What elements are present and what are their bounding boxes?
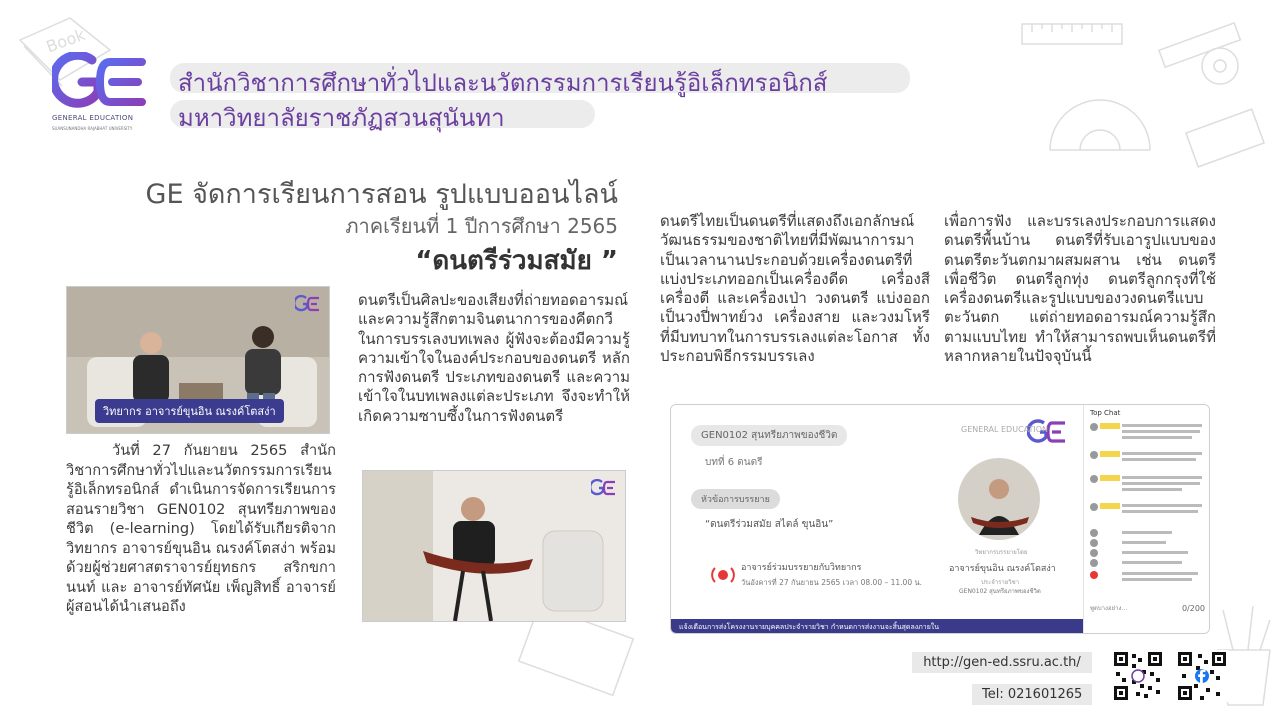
live-chat-panel — [1083, 405, 1210, 634]
paragraph-col4: เพื่อการฟัง และบรรเลงประกอบการแสดง ดนตรีพื้นบ้าน ดนตรีที่รับเอารูปแบบของดนตรีตะวันตกมาผสมผสาน เช่น ดนตรีเพื่อชีวิต ดนตรีลูกทุ่ง ดนตรีลูกกรุงที่ใช้เครื่องดนตรีและรูปแบบของวงดนตรีแบบตะวันตก แต่ถ่ายทอดอารมณ์ความรู้สึกตามแบบไทย ทำให้สามารถพบเห็นดนตรีที่หลากหลายในปัจจุบันนี้ — [944, 212, 1216, 366]
footer-url[interactable]: http://gen-ed.ssru.ac.th/ — [912, 652, 1092, 673]
qr-code-facebook-icon[interactable] — [1176, 650, 1228, 702]
speaker-avatar — [957, 457, 1041, 541]
logo-text: GENERAL EDUCATION — [52, 114, 134, 122]
eraser-doodle — [1180, 100, 1280, 180]
slide-logo-text: GENERAL EDUCATION — [961, 425, 1049, 434]
slide-speaker-role: วิทยากรบรรยายโดย — [975, 549, 1028, 556]
live-slide — [671, 405, 1083, 634]
svg-text:Book: Book — [43, 24, 88, 57]
photo-performer — [362, 470, 626, 622]
live-icon — [709, 565, 737, 585]
slide-course-pill: GEN0102 สุนทรียภาพของชีวิต — [691, 425, 847, 446]
performer-image — [363, 471, 626, 622]
ge-logo — [52, 52, 152, 138]
paragraph-col3: ดนตรีไทยเป็นดนตรีที่แสดงถึงเอกลักษณ์วัฒนธรรมของชาติไทยที่มีพัฒนาการมาเป็นเวลานานประกอบด้วยเครื่องดนตรีที่แบ่งประเภทออกเป็นเครื่องดีด เครื่องสี เครื่องตี และเครื่องเป่า วงดนตรี แบ่งออกเป็นวงปี่พาทย์วง เครื่องสาย และวงมโหรี ที่มีบทบาทในการบรรเลงแต่ละโอกาส ทั้งประกอบพิธีกรรมบรรเลง — [660, 212, 930, 366]
slide-topic-label: หัวข้อการบรรยาย — [691, 489, 780, 509]
slide-ribbon: แจ้งเตือนการส่งโครงงานรายบุคคลประจำรายวิชา กำหนดการส่งงานจะสิ้นสุดลงภายใน — [671, 619, 1083, 634]
slide-live-time: วันอังคารที่ 27 กันยายน 2565 เวลา 08.00 – 11.00 น. — [741, 578, 922, 587]
ge-badge-icon — [295, 295, 321, 313]
article-title: GE จัดการเรียนการสอน รูปแบบออนไลน์ — [145, 179, 618, 210]
chat-message — [1090, 503, 1206, 529]
photo-speakers — [66, 286, 330, 434]
protractor-doodle — [1040, 70, 1160, 160]
qr-code-website-icon[interactable] — [1112, 650, 1164, 702]
ge-logo-icon — [52, 52, 148, 112]
footer-tel: Tel: 021601265 — [972, 684, 1092, 705]
chat-input[interactable]: พูดบางอย่าง... — [1090, 605, 1128, 612]
slide-course-role: ประจำรายวิชา — [981, 579, 1020, 586]
paragraph-col2: ดนตรีเป็นศิลปะของเสียงที่ถ่ายทอดอารมณ์และความรู้สึกตามจินตนาการของคีตกวี ในการบรรเลงบทเพลง ผู้ฟังจะต้องมีความรู้ความเข้าใจในองค์ประกอบของดนตรี หลักการฟังดนตรี ประเภทของดนตรี และความเข้าใจในบทเพลงแต่ละประเภท จึงจะทำให้เกิดความซาบซึ้งในการฟังดนตรี — [358, 291, 630, 425]
header-line-1: สำนักวิชาการศึกษาทั่วไปและนวัตกรรมการเรียนรู้อิเล็กทรอนิกส์ — [178, 69, 828, 97]
chat-message — [1090, 571, 1206, 597]
slide-course-short: GEN0102 สุนทรียภาพของชีวิต — [959, 588, 1041, 595]
header-line-2: มหาวิทยาลัยราชภัฏสวนสุนันทา — [178, 104, 505, 132]
ruler-doodle — [1020, 14, 1130, 54]
chat-char-count: 0/200 — [1181, 604, 1205, 613]
paragraph-col1: วันที่ 27 กันยายน 2565 สำนักวิชาการศึกษาทั่วไปและนวัตกรรมการเรียนรู้อิเล็กทรอนิกส์ ดำเนินการจัดการเรียนการสอนรายวิชา GEN0102 สุนทรียภาพของชีวิต (e-learning) โดยได้รับเกียรติจาก วิทยากร อาจารย์ขุนอิน ณรงค์โตสง่า พร้อมด้วยผู้ช่วยศาสตราจารย์ยุทธกร สริกขกานนท์ และ อาจารย์ทัศนัย เพ็ญสิทธิ์ อาจารย์ผู้สอนได้นำเสนอถึง — [66, 442, 336, 615]
chat-message — [1090, 451, 1206, 477]
chat-title: Top Chat — [1090, 409, 1121, 417]
photo-caption: วิทยากร อาจารย์ขุนอิน ณรงค์โตสง่า — [95, 399, 284, 423]
live-stream-screenshot — [670, 404, 1210, 634]
logo-subtext: SUANSUNANDHA RAJABHAT UNIVERSITY — [52, 126, 133, 131]
chat-message — [1090, 423, 1206, 449]
slide-speaker-name: อาจารย์ขุนอิน ณรงค์โตสง่า — [949, 564, 1056, 574]
slide-chapter: บทที่ 6 ดนตรี — [705, 457, 763, 468]
article-quote: “ดนตรีร่วมสมัย ” — [415, 246, 618, 276]
ge-badge-icon — [591, 479, 617, 497]
chat-message — [1090, 475, 1206, 501]
article-subtitle: ภาคเรียนที่ 1 ปีการศึกษา 2565 — [345, 214, 618, 238]
slide-topic: “ดนตรีร่วมสมัย สไตล์ ขุนอิน” — [705, 519, 834, 530]
pencil-doodle — [1150, 6, 1260, 96]
slide-live-title: อาจารย์ร่วมบรรยายกับวิทยากร — [741, 563, 862, 573]
